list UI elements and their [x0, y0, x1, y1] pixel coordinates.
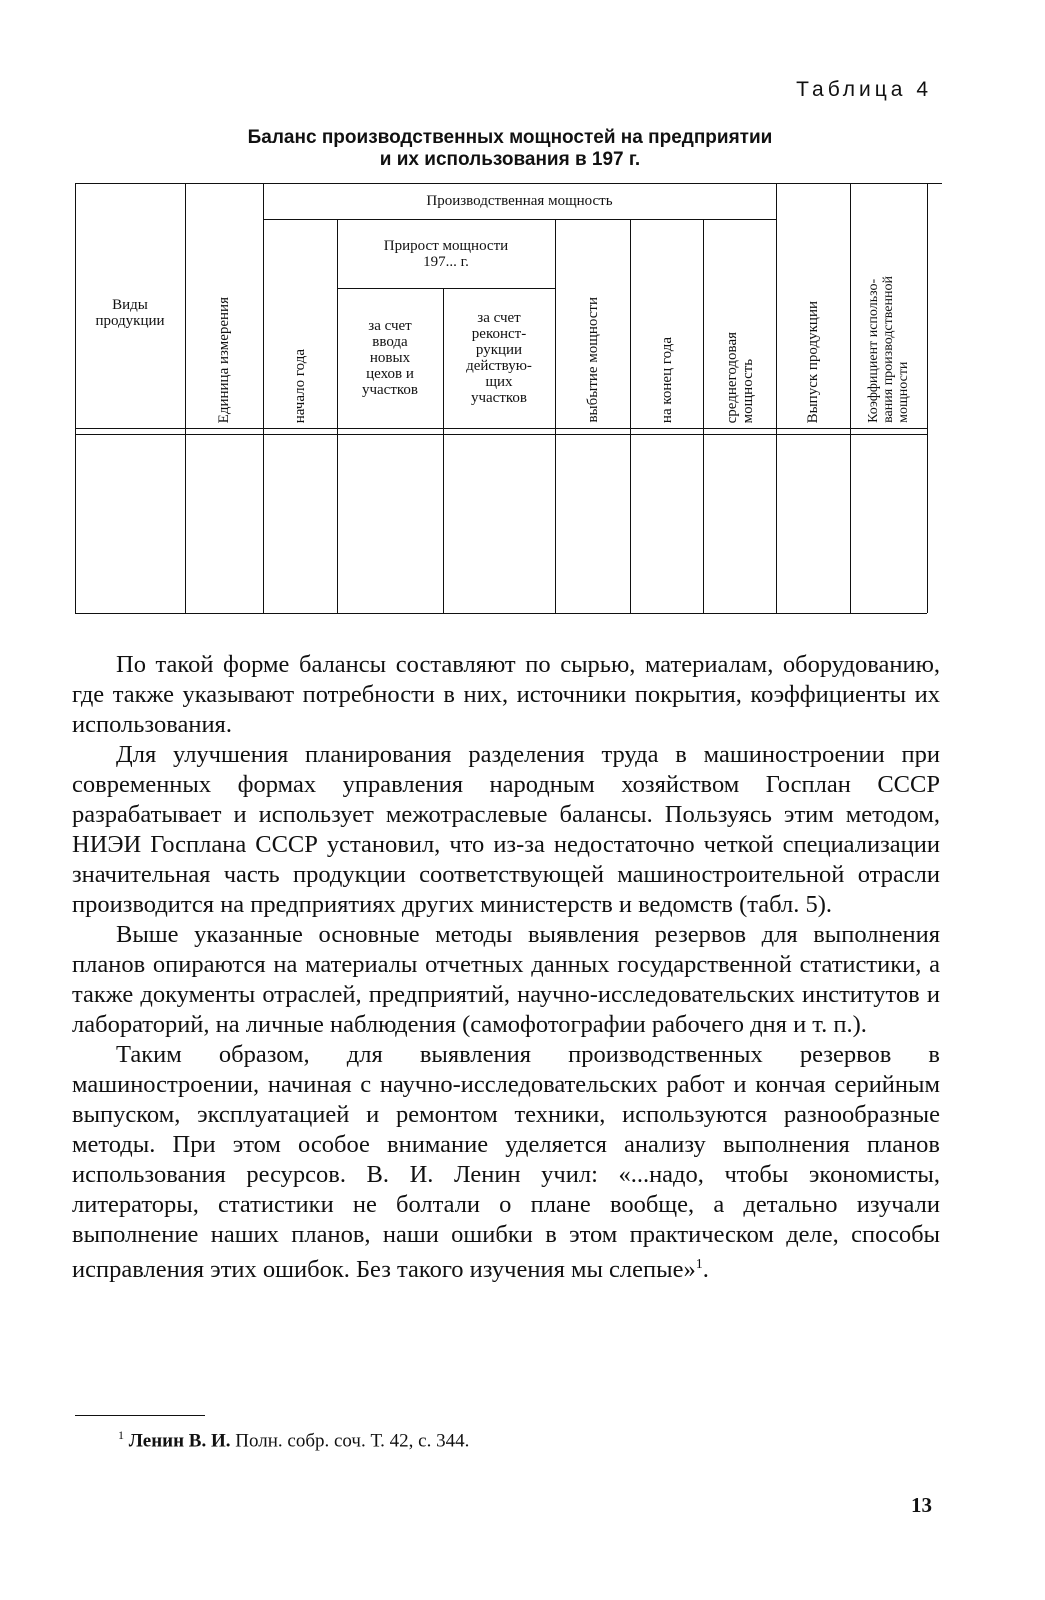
header-production-capacity: Производственная мощность	[426, 193, 613, 209]
body-text	[72, 650, 940, 1285]
table-caption-line-1: Баланс производственных мощностей на предприятии	[247, 127, 773, 148]
header-product-types: Виды продукции	[95, 297, 165, 329]
header-utilization-coefficient: Коэффициент использо- вания производственной мощности	[866, 276, 911, 423]
capacity-balance-table	[75, 183, 942, 615]
header-start-of-year: начало года	[292, 348, 308, 423]
col-divider	[927, 183, 928, 613]
header-end-of-year: на конец года	[658, 336, 675, 423]
footnote-ref: 1	[695, 1257, 703, 1272]
header-unit: Единица измерения	[216, 296, 232, 423]
footnote	[118, 1428, 469, 1452]
footnote-rule	[75, 1415, 205, 1416]
header-new-shops: за счет ввода новых цехов и участков	[361, 318, 419, 398]
header-reconstruction: за счет реконст- рукции действую- щих участков	[466, 310, 532, 406]
header-capacity-disposal: выбытие мощности	[584, 297, 601, 423]
table-bottom-border	[75, 613, 927, 614]
header-average-annual-capacity: среднегодовая мощность	[723, 331, 756, 423]
header-bottom-border	[75, 428, 927, 429]
paragraph-1: По такой форме балансы составляют по сырью, материалам, оборудованию, где также указывают потребности в них, источники покрытия, коэффициенты их использования.	[72, 651, 940, 738]
footnote-mark: 1	[118, 1428, 124, 1442]
header-product-output: Выпуск продукции	[805, 300, 821, 423]
footnote-author: Ленин В. И.	[128, 1430, 231, 1452]
paragraph-2: Для улучшения планирования разделения труда в машиностроении при современных формах управления народным хозяйством Госплан СССР разрабатывает и использует межотраслевые балансы. Пользуясь этим методом, НИЭИ Госплана СССР установил, что из-за недостаточно четкой специализации значительная часть продукции соответствующей машиностроительной отрасли производится на предприятиях других министерств и ведомств (табл. 5).	[72, 741, 940, 918]
footnote-source: Полн. собр. соч. Т. 42, с. 344.	[230, 1430, 470, 1452]
page-number: 13	[911, 1493, 932, 1517]
paragraph-3: Выше указанные основные методы выявления резервов для выполнения планов опираются на материалы отчетных данных государственной статистики, а также документы отраслей, предприятий, научно-исследовательских институтов и лабораторий, на личные наблюдения (самофотографии рабочего дня и т. п.).	[72, 921, 940, 1038]
header-bottom-border-double	[75, 434, 927, 435]
table-caption-line-2: и их использования в 197 г.	[379, 149, 641, 170]
table-number-label: Таблица 4	[796, 78, 932, 101]
paragraph-4: Таким образом, для выявления производственных резервов в машиностроении, начиная с научно-исследовательских работ и кончая серийным выпуском, эксплуатацией и ремонтом техники, используются разнообразные методы. При этом особое внимание уделяется анализу выполнения планов использования ресурсов. В. И. Ленин учил: «...надо, чтобы экономисты, литераторы, статистики не болтали о плане вообще, а детально изучали выполнение наших планов, наши ошибки в этом практическом деле, способы исправления этих ошибок. Без такого изучения мы слепые»$^1$.	[72, 1041, 940, 1284]
header-capacity-growth: Прирост мощности 197... г.	[383, 237, 509, 270]
